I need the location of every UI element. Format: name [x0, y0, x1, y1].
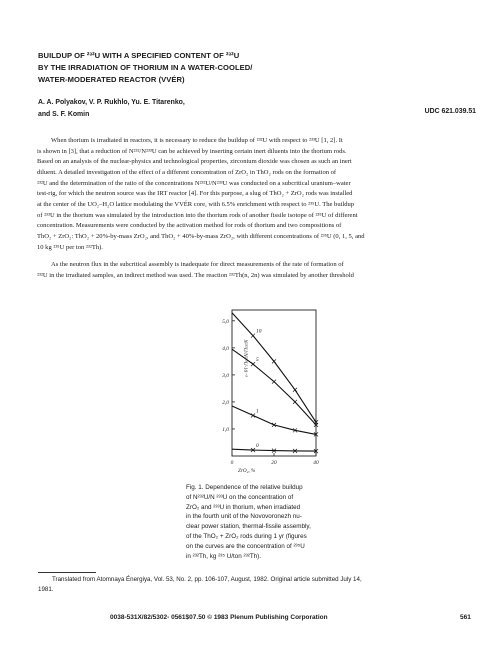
footnote-line: 1981.: [38, 585, 54, 593]
title-line: BUILDUP OF ²³²U WITH A SPECIFIED CONTENT OF ²³²U: [38, 51, 240, 60]
text-line: diluent. A detailed investigation of the effect of a different concentration of ZrO₂ in ThO₂ rods on the formation of: [37, 168, 337, 176]
series-label-10: 10: [256, 328, 262, 335]
y-tick-label: 2,0: [222, 399, 229, 406]
y-tick-label: 5,0: [222, 318, 229, 325]
paper-title: [38, 50, 478, 87]
paragraph-1: [37, 136, 477, 253]
x-tick-label: 20: [271, 460, 277, 466]
text-line: 10 kg ²³⁵U per ton ²³²Th).: [37, 243, 103, 251]
figure-1: [190, 300, 332, 478]
text-line: As the neutron flux in the subcritical assembly is inadequate for direct measurements of the rate of formation of: [51, 261, 344, 268]
footnote-rule: [38, 572, 96, 573]
copyright-line: 0038-531X/82/5302- 0561$07.50 © 1983 Plenum Publishing Corporation: [110, 614, 328, 621]
y-tick-label: 4,0: [222, 345, 229, 352]
figure-caption: [186, 483, 356, 561]
text-line: is shown in [3], that a reduction of N²³²/N²³³U can be achieved by inserting certain inert diluents into the thorium rods.: [37, 147, 347, 155]
text-line: ThO₂ + ZrO₂: ThO₂ + 20%-by-mass ZrO₂, and ThO₂ + 40%-by-mass ZrO₂, with different concentrations of ²³⁵U (0, 1, 5, and: [37, 232, 365, 240]
x-tick-label: 40: [313, 460, 319, 466]
text-line: ²³²U in the irradiated samples, an indirect method was used. The reaction ²³²Th(n, 2n) was simulated by another threshold: [37, 271, 354, 279]
x-tick-label: 0: [230, 460, 234, 466]
title-line: WATER-MODERATED REACTOR (VVÉR): [38, 75, 185, 85]
text-line: of ²³³U in the thorium was simulated by the introduction into the thorium rods of another fissile isotope of ²³⁵U of different: [37, 211, 358, 219]
y-tick-label: 1,0: [222, 426, 229, 433]
authors-line: and S. F. Komin: [38, 110, 90, 118]
author-list: [38, 97, 478, 120]
chart-svg: [190, 300, 332, 478]
text-line: test-rig, for which the neutron source was the IRT reactor [4]. For this purpose, a slug of ThO₂ + ZrO₂ rods was installed: [37, 190, 353, 198]
series-label-5: 5: [256, 357, 259, 364]
y-tick-label: 3,0: [222, 372, 229, 379]
text-line: When thorium is irradiated in reactors, it is necessary to reduce the buildup of ²³²U with respect to ²³³U [1, 2]. It: [51, 137, 343, 144]
caption-line: clear power station, thermal-fissile assembly,: [186, 523, 311, 531]
title-line: BY THE IRRADIATION OF THORIUM IN A WATER-COOLED/: [38, 63, 253, 73]
series-label-0: 0: [256, 443, 259, 450]
caption-line: of the ThO₂ + ZrO₂ rods during 1 yr (figures: [186, 532, 307, 540]
authors-line: A. A. Polyakov, V. P. Rukhlo, Yu. E. Titarenko,: [38, 99, 185, 106]
text-line: at the center of the UO₂–H₂O lattice modulating the VVÉR core, with 6.5% enrichment with respect to ²³⁵U. The buildup: [37, 200, 355, 208]
page-footer: [110, 614, 490, 621]
caption-line: in ²³²Th, kg ²³⁵ U/ton ²³²Th).: [186, 552, 262, 560]
caption-line: on the curves are the concentration of ²³⁵U: [186, 542, 305, 550]
text-line: Based on an analysis of the nuclear-physics and technological properties, zirconium dioxide was chosen as such an inert: [37, 158, 352, 166]
footnote-line: Translated from Atomnaya Énergiya, Vol. 53, No. 2, pp. 106-107, August, 1982. Original article submitted July 14,: [52, 576, 362, 583]
plot-frame: [232, 310, 316, 456]
page-number: 561: [460, 614, 471, 621]
x-axis-label: ZrO₂, %: [238, 468, 256, 474]
translation-footnote: [38, 575, 478, 594]
series-label-1: 1: [256, 408, 259, 415]
text-line: ²³²U and the determination of the ratio of the concentrations N²³²U/N²³³U was conducted on a subcritical uranium–water: [37, 179, 351, 187]
caption-line: of N²³²U/N ²³³U on the concentration of: [186, 493, 294, 501]
text-line: concentration. Measurements were conducted by the activation method for rods of thorium and two compositions of: [37, 222, 342, 230]
caption-line: Fig. 1. Dependence of the relative buildup: [186, 484, 303, 491]
udc-code: UDC 621.039.51: [424, 108, 476, 115]
paragraph-2: [37, 260, 477, 281]
caption-line: in the fourth unit of the Novovoronezh nu-: [186, 513, 302, 521]
caption-line: ZrO₂ and ²³³U in thorium, when irradiated: [186, 503, 301, 511]
y-axis-label: N²³²U/N²³³U·10⁻³: [242, 339, 248, 377]
series-line-1: [232, 406, 316, 434]
